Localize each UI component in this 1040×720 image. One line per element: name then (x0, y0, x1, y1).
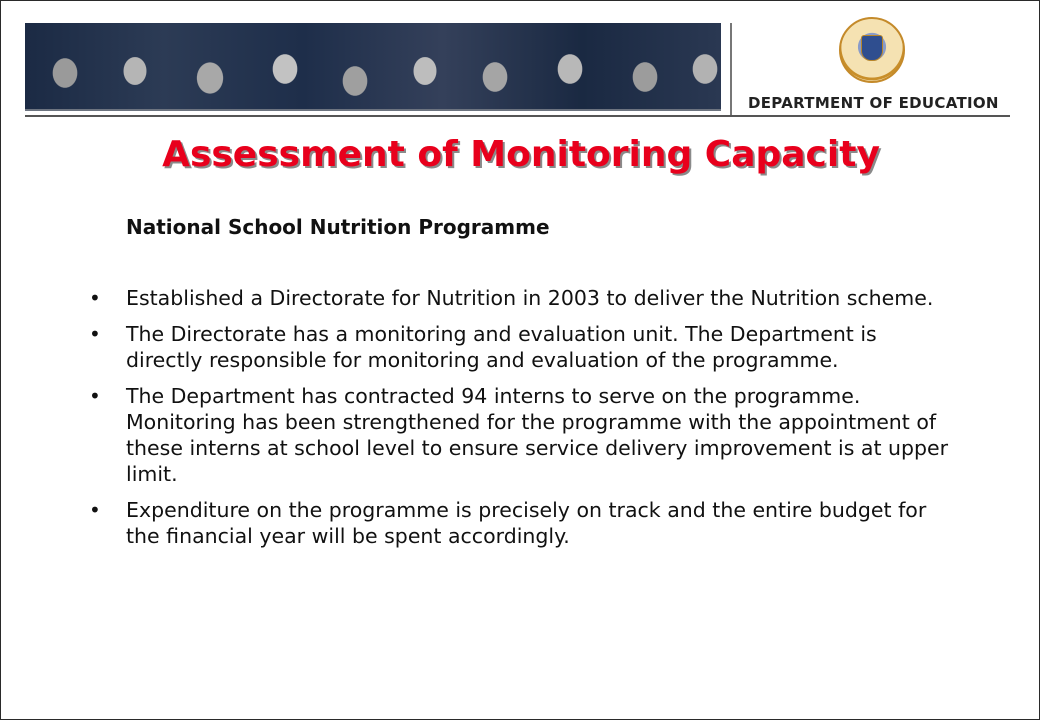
header-divider (730, 23, 732, 115)
bullet-text: The Directorate has a monitoring and evaluation unit. The Department is directly responsible for monitoring and evaluation of the programme. (126, 322, 877, 372)
bullet-dot-icon: • (89, 384, 101, 408)
bullet-dot-icon: • (89, 286, 101, 310)
header-banner-photo (25, 23, 721, 111)
slide-subtitle: National School Nutrition Programme (126, 215, 550, 239)
bullet-dot-icon: • (89, 322, 101, 346)
department-label: DEPARTMENT OF EDUCATION (748, 94, 999, 112)
bullet-item (89, 383, 949, 487)
bullet-item (89, 497, 949, 549)
crest-shield-icon (861, 35, 883, 61)
bullet-text: The Department has contracted 94 interns to serve on the programme. Monitoring has been strengthened for the programme with the appointment of these interns at school level to ensure service delivery improvement is at upper limit. (126, 384, 949, 486)
bullet-dot-icon: • (89, 498, 101, 522)
header-rule (25, 115, 1010, 117)
bullet-list (89, 285, 949, 559)
bullet-item (89, 285, 949, 311)
slide-title: Assessment of Monitoring Capacity (162, 134, 880, 175)
bullet-item (89, 321, 949, 373)
bullet-text: Established a Directorate for Nutrition in 2003 to deliver the Nutrition scheme. (126, 286, 934, 310)
bullet-text: Expenditure on the programme is precisely on track and the entire budget for the financial year will be spent accordingly. (126, 498, 927, 548)
